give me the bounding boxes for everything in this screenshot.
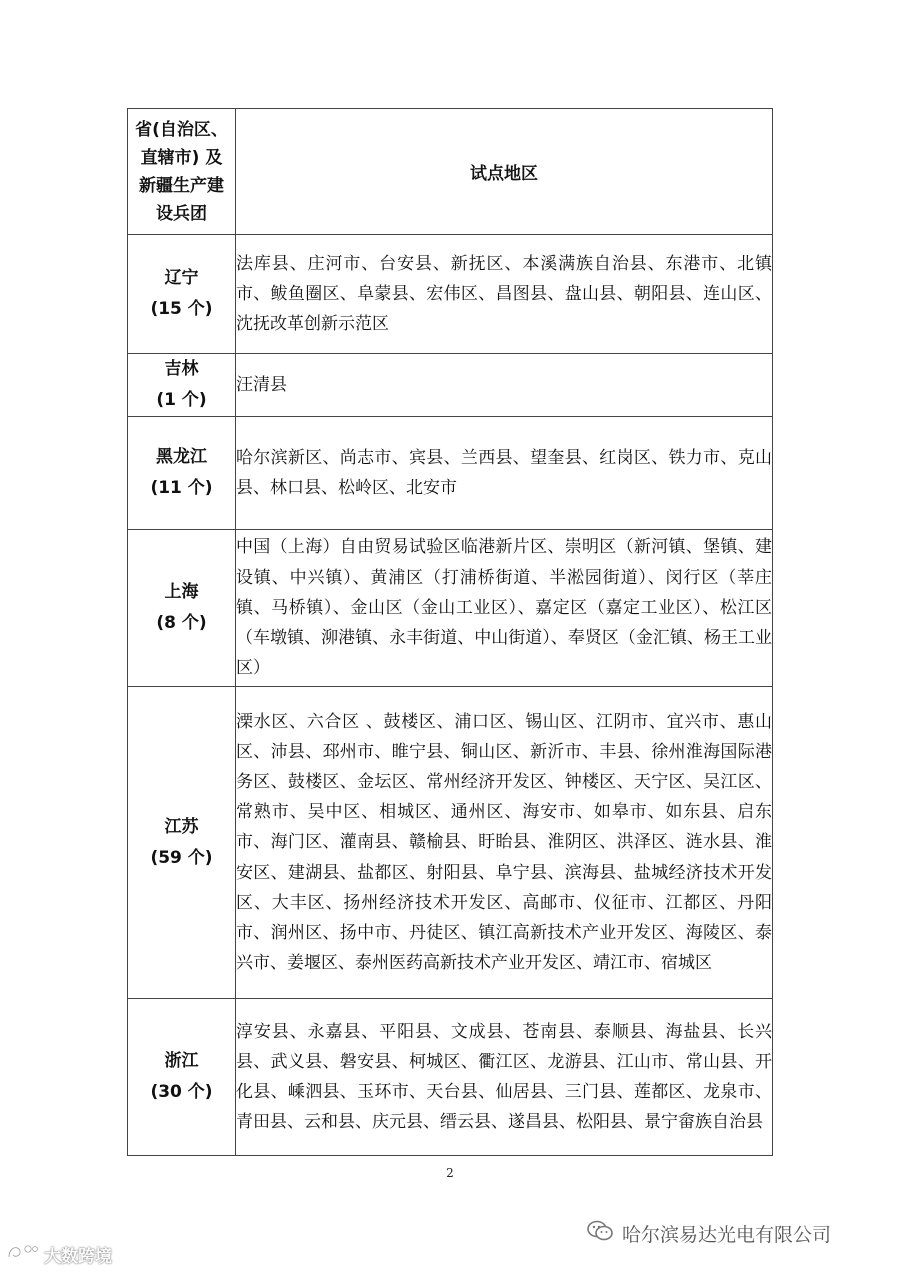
province-count: (30 个)	[150, 1082, 213, 1102]
header-province-cell	[128, 109, 236, 235]
province-cell	[128, 417, 236, 530]
province-name: 浙江	[164, 1051, 199, 1071]
brand-watermark-text: 大数跨境	[44, 1246, 112, 1267]
province-name: 黑龙江	[156, 447, 207, 467]
header-province-line: 直辖市) 及	[140, 147, 223, 168]
province-cell	[128, 235, 236, 354]
table-row	[128, 235, 773, 354]
areas-cell: 中国（上海）自由贸易试验区临港新片区、崇明区（新河镇、堡镇、建设镇、中兴镇）、黄浦区（打浦桥街道、半淞园街道）、闵行区（莘庄镇、马桥镇）、金山区（金山工业区）、嘉定区（嘉定工业区）、松江区（车墩镇、泖港镇、永丰街道、中山街道）、奉贤区（金汇镇、杨王工业区）	[236, 530, 773, 687]
header-province-line: 设兵团	[156, 203, 207, 224]
province-cell	[128, 999, 236, 1156]
province-count: (59 个)	[150, 847, 213, 868]
province-count: (15 个)	[150, 299, 213, 319]
brand-watermark	[6, 1240, 112, 1268]
province-name: 江苏	[164, 816, 199, 837]
province-cell	[128, 530, 236, 687]
province-count: (8 个)	[156, 613, 207, 633]
province-name: 吉林	[164, 359, 199, 379]
table-row	[128, 530, 773, 687]
pilot-areas-table	[127, 108, 773, 1156]
areas-cell: 汪清县	[236, 354, 773, 417]
table-row	[128, 354, 773, 417]
brand-logo-icon	[6, 1242, 40, 1267]
page-number: 2	[446, 1166, 454, 1180]
areas-cell: 法库县、庄河市、台安县、新抚区、本溪满族自治县、东港市、北镇市、鲅鱼圈区、阜蒙县、宏伟区、昌图县、盘山县、朝阳县、连山区、沈抚改革创新示范区	[236, 235, 773, 354]
areas-cell: 哈尔滨新区、尚志市、宾县、兰西县、望奎县、红岗区、铁力市、克山县、林口县、松岭区、北安市	[236, 417, 773, 530]
areas-cell: 溧水区、六合区 、鼓楼区、浦口区、锡山区、江阴市、宜兴市、惠山区、沛县、邳州市、睢宁县、铜山区、新沂市、丰县、徐州淮海国际港务区、鼓楼区、金坛区、常州经济开发区、钟楼区、天宁区、吴江区、常熟市、吴中区、相城区、通州区、海安市、如皋市、如东县、启东市、海门区、灌南县、赣榆县、盱眙县、淮阴区、洪泽区、涟水县、淮安区、建湖县、盐都区、射阳县、阜宁县、滨海县、盐城经济技术开发区、大丰区、扬州经济技术开发区、高邮市、仪征市、江都区、丹阳市、润州区、扬中市、丹徒区、镇江高新技术产业开发区、海陵区、泰兴市、姜堰区、泰州医药高新技术产业开发区、靖江市、宿城区	[236, 687, 773, 999]
table-header-row	[128, 109, 773, 235]
areas-cell: 淳安县、永嘉县、平阳县、文成县、苍南县、泰顺县、海盐县、长兴县、武义县、磐安县、柯城区、衢江区、龙游县、江山市、常山县、开化县、嵊泗县、玉环市、天台县、仙居县、三门县、莲都区、龙泉市、青田县、云和县、庆元县、缙云县、遂昌县、松阳县、景宁畲族自治县	[236, 999, 773, 1156]
wechat-icon	[586, 1219, 614, 1248]
wechat-watermark-text: 哈尔滨易达光电有限公司	[622, 1223, 832, 1246]
province-name: 辽宁	[164, 268, 199, 288]
province-count: (11 个)	[150, 478, 213, 498]
province-cell	[128, 687, 236, 999]
province-cell	[128, 354, 236, 417]
header-province-line: 新疆生产建	[139, 175, 224, 196]
province-name: 上海	[164, 582, 199, 602]
table-row	[128, 687, 773, 999]
wechat-watermark	[586, 1218, 831, 1248]
table-row	[128, 417, 773, 530]
header-province-line: 省(自治区、	[135, 119, 228, 140]
header-areas-cell: 试点地区	[236, 109, 773, 235]
table-row	[128, 999, 773, 1156]
province-count: (1 个)	[156, 390, 207, 410]
